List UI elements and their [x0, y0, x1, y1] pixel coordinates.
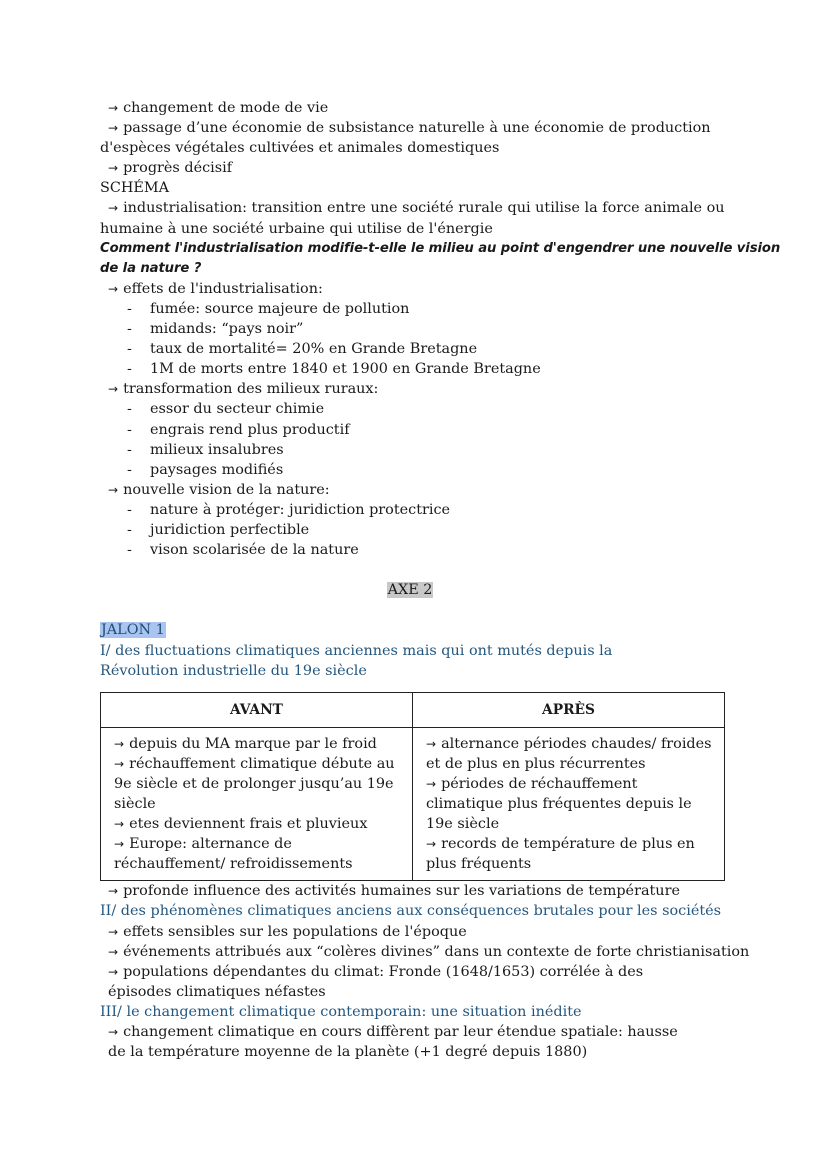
text-line: humaine à une société urbaine qui utilise de l'énergie	[100, 220, 493, 237]
table-row	[101, 727, 725, 881]
avant-item: → depuis du MA marque par le froid	[107, 734, 406, 754]
apres-item: → périodes de réchauffement climatique plus fréquentes depuis le 19e siècle	[419, 774, 718, 834]
bullet-line: → industrialisation: transition entre une société rurale qui utilise la force animale ou	[100, 198, 720, 218]
jalon-row	[100, 620, 720, 640]
section-heading-1: I/ des fluctuations climatiques anciennes mais qui ont mutés depuis la Révolution industrielle du 19e siècle	[100, 642, 613, 679]
list-item: - paysages modifiés	[100, 460, 720, 480]
list-item: - nature à protéger: juridiction protectrice	[100, 500, 720, 520]
bullet-line: → nouvelle vision de la nature:	[100, 480, 720, 500]
bullet-line: → transformation des milieux ruraux:	[100, 379, 720, 399]
bullet-line: → changement climatique en cours diffèrent par leur étendue spatiale: hausse de la température moyenne de la planète (+1 degré depuis 1880)	[100, 1022, 698, 1062]
bullet-line: → effets de l'industrialisation:	[100, 279, 720, 299]
bullet-line: → populations dépendantes du climat: Fronde (1648/1653) corrélée à des épisodes climatiques néfastes	[100, 962, 688, 1002]
axe-heading: AXE 2	[387, 582, 433, 599]
bullet-line: → changement de mode de vie	[100, 98, 720, 118]
avant-item: → réchauffement climatique débute au 9e siècle et de prolonger jusqu’au 19e siècle	[107, 754, 406, 814]
table-header-row	[101, 692, 725, 727]
list-item: - vison scolarisée de la nature	[100, 540, 720, 560]
list-item: - essor du secteur chimie	[100, 399, 720, 419]
list-item: - midands: “pays noir”	[100, 319, 720, 339]
text-line: d'espèces végétales cultivées et animales domestiques	[100, 140, 500, 157]
section-heading-3: III/ le changement climatique contemporain: une situation inédite	[100, 1003, 582, 1020]
section-heading-2: II/ des phénomènes climatiques anciens aux conséquences brutales pour les sociétés	[100, 903, 722, 920]
list-item: - milieux insalubres	[100, 440, 720, 460]
question-line: Comment l'industrialisation modifie-t-elle le milieu au point d'engendrer une nouvelle vision	[100, 240, 781, 256]
list-item: - taux de mortalité= 20% en Grande Bretagne	[100, 339, 720, 359]
spacer	[100, 560, 720, 580]
schema-label: SCHÉMA	[100, 180, 170, 197]
list-item: - juridiction perfectible	[100, 520, 720, 540]
table-header-apres: APRÈS	[413, 692, 725, 727]
comparison-table	[100, 692, 725, 882]
avant-cell	[101, 727, 413, 881]
bullet-line: → passage d’une économie de subsistance naturelle à une économie de production	[100, 118, 720, 138]
question-line: de la nature ?	[100, 260, 202, 276]
avant-item: → Europe: alternance de réchauffement/ refroidissements	[107, 834, 406, 874]
document-content	[100, 98, 781, 1062]
bullet-line: → événements attribués aux “colères divines” dans un contexte de forte christianisation	[100, 942, 720, 962]
bullet-line: → effets sensibles sur les populations de l'époque	[100, 922, 720, 942]
apres-cell	[413, 727, 725, 881]
list-item: - 1M de morts entre 1840 et 1900 en Grande Bretagne	[100, 359, 720, 379]
axe-heading-row	[100, 580, 720, 600]
table-header-avant: AVANT	[101, 692, 413, 727]
apres-item: → alternance périodes chaudes/ froides et de plus en plus récurrentes	[419, 734, 718, 774]
spacer	[100, 600, 720, 620]
bullet-line: → profonde influence des activités humaines sur les variations de température	[100, 881, 720, 901]
list-item: - fumée: source majeure de pollution	[100, 299, 720, 319]
avant-item: → etes deviennent frais et pluvieux	[107, 814, 406, 834]
apres-item: → records de température de plus en plus fréquents	[419, 834, 718, 874]
bullet-line: → progrès décisif	[100, 158, 720, 178]
list-item: - engrais rend plus productif	[100, 420, 720, 440]
jalon-label: JALON 1	[101, 622, 165, 639]
